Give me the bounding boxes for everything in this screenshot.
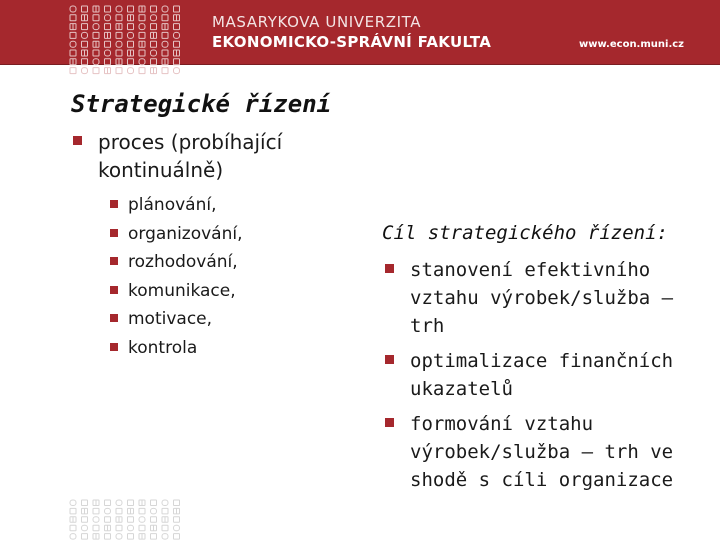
bullet-marker [385, 355, 394, 364]
bullet-marker [385, 264, 394, 273]
sub-item-komunikace: komunikace, [128, 281, 236, 301]
right-item-1-line-2: vztahu výrobek/služba – [410, 287, 674, 309]
right-item-1-line-1: stanovení efektivního [410, 259, 651, 281]
sub-item-planovani: plánování, [128, 195, 217, 215]
university-name: MASARYKOVA UNIVERZITA [212, 13, 422, 31]
right-heading: Cíl strategického řízení: [382, 222, 668, 244]
footer-pattern-icon [68, 498, 186, 540]
bullet-marker [385, 418, 394, 427]
sub-item-organizovani: organizování, [128, 224, 243, 244]
slide-title: Strategické řízení [71, 90, 332, 118]
main-bullet-line-1: proces (probíhající [98, 130, 283, 154]
bullet-marker [110, 343, 118, 351]
sub-item-motivace: motivace, [128, 309, 213, 329]
sub-item-rozhodovani: rozhodování, [128, 252, 238, 272]
right-item-2-line-1: optimalizace finančních [410, 350, 674, 372]
sub-item-kontrola: kontrola [128, 338, 198, 358]
main-bullet-line-2: kontinuálně) [98, 158, 224, 182]
bullet-marker [110, 257, 118, 265]
right-item-1-line-3: trh [410, 315, 445, 337]
right-item-3-line-3: shodě s cíli organizace [410, 469, 674, 491]
bullet-marker [110, 200, 118, 208]
bullet-marker [110, 229, 118, 237]
faculty-name: EKONOMICKO-SPRÁVNÍ FAKULTA [212, 33, 492, 51]
bullet-marker [73, 136, 82, 145]
bullet-marker [110, 286, 118, 294]
website-link[interactable]: www.econ.muni.cz [578, 39, 684, 50]
right-item-2-line-2: ukazatelů [410, 378, 513, 400]
right-item-3-line-1: formování vztahu [410, 413, 594, 435]
bullet-marker [110, 314, 118, 322]
mu-logo-grid-icon [68, 4, 186, 76]
right-item-3-line-2: výrobek/služba – trh ve [410, 441, 674, 463]
